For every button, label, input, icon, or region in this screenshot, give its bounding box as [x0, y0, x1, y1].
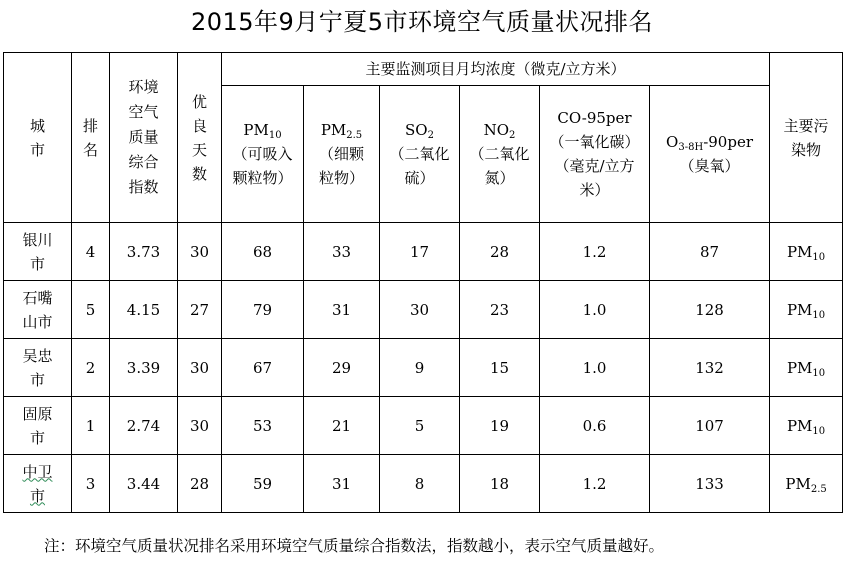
table-row	[4, 397, 843, 455]
so2-cell: 5	[380, 397, 460, 455]
no2-cell: 18	[460, 455, 540, 513]
good-days-cell: 30	[178, 397, 222, 455]
aqi-cell: 3.73	[110, 223, 178, 281]
table-row	[4, 223, 843, 281]
so2-cell: 8	[380, 455, 460, 513]
no2-cell: 23	[460, 281, 540, 339]
pm25-cell: 29	[304, 339, 380, 397]
city-cell: 固原市	[4, 397, 72, 455]
primary-pollutant-cell: $PM_{10}$	[770, 397, 843, 455]
good-days-cell: 27	[178, 281, 222, 339]
o3-cell: 107	[650, 397, 770, 455]
aqi-cell: 3.44	[110, 455, 178, 513]
pm25-cell: 21	[304, 397, 380, 455]
co-cell: 1.2	[540, 223, 650, 281]
good-days-cell: 30	[178, 223, 222, 281]
header-city: 城市	[4, 53, 72, 223]
pm10-cell: 68	[222, 223, 304, 281]
city-cell: 中卫市	[4, 455, 72, 513]
co-cell: 1.2	[540, 455, 650, 513]
pm10-cell: 67	[222, 339, 304, 397]
header-pm25: $PM_{2.5}$ （细颗粒物）	[304, 86, 380, 223]
header-main-items: 主要监测项目月均浓度（微克/立方米）	[222, 53, 770, 86]
good-days-cell: 30	[178, 339, 222, 397]
pm10-cell: 53	[222, 397, 304, 455]
no2-cell: 15	[460, 339, 540, 397]
co-cell: 1.0	[540, 339, 650, 397]
aqi-cell: 4.15	[110, 281, 178, 339]
primary-pollutant-cell: $PM_{2.5}$	[770, 455, 843, 513]
pm25-cell: 33	[304, 223, 380, 281]
good-days-cell: 28	[178, 455, 222, 513]
co-cell: 1.0	[540, 281, 650, 339]
page-title: 2015年9月宁夏5市环境空气质量状况排名	[190, 8, 654, 36]
table-row	[4, 339, 843, 397]
pm10-cell: 59	[222, 455, 304, 513]
so2-cell: 17	[380, 223, 460, 281]
aqi-cell: 2.74	[110, 397, 178, 455]
o3-cell: 87	[650, 223, 770, 281]
table-row	[4, 455, 843, 513]
so2-cell: 30	[380, 281, 460, 339]
rank-cell: 2	[72, 339, 110, 397]
so2-cell: 9	[380, 339, 460, 397]
primary-pollutant-cell: $PM_{10}$	[770, 223, 843, 281]
header-co: CO-95per （一氧化碳）（毫克/立方米）	[540, 86, 650, 223]
pm25-cell: 31	[304, 455, 380, 513]
rank-cell: 5	[72, 281, 110, 339]
header-so2: $SO_2$ （二氧化硫）	[380, 86, 460, 223]
header-no2: $NO_2$ （二氧化氮）	[460, 86, 540, 223]
table-row	[4, 281, 843, 339]
rank-cell: 4	[72, 223, 110, 281]
city-cell: 石嘴山市	[4, 281, 72, 339]
header-aqi: 环境空气质量综合指数	[110, 53, 178, 223]
city-cell: 银川市	[4, 223, 72, 281]
rank-cell: 1	[72, 397, 110, 455]
pm25-cell: 31	[304, 281, 380, 339]
aqi-cell: 3.39	[110, 339, 178, 397]
city-cell: 吴忠市	[4, 339, 72, 397]
o3-cell: 128	[650, 281, 770, 339]
header-rank: 排名	[72, 53, 110, 223]
primary-pollutant-cell: $PM_{10}$	[770, 339, 843, 397]
no2-cell: 28	[460, 223, 540, 281]
footnote: 注：环境空气质量状况排名采用环境空气质量综合指数法，指数越小，表示空气质量越好。	[44, 537, 665, 555]
no2-cell: 19	[460, 397, 540, 455]
rank-cell: 3	[72, 455, 110, 513]
header-o3: $O_{3-8H}-90per$ （臭氧）	[650, 86, 770, 223]
header-primary-pollutant: 主要污染物	[770, 53, 843, 223]
header-pm10: $PM_{10}$ （可吸入颗粒物）	[222, 86, 304, 223]
o3-cell: 132	[650, 339, 770, 397]
primary-pollutant-cell: $PM_{10}$	[770, 281, 843, 339]
o3-cell: 133	[650, 455, 770, 513]
pm10-cell: 79	[222, 281, 304, 339]
air-quality-table	[3, 52, 843, 513]
header-good-days: 优良天数	[178, 53, 222, 223]
co-cell: 0.6	[540, 397, 650, 455]
